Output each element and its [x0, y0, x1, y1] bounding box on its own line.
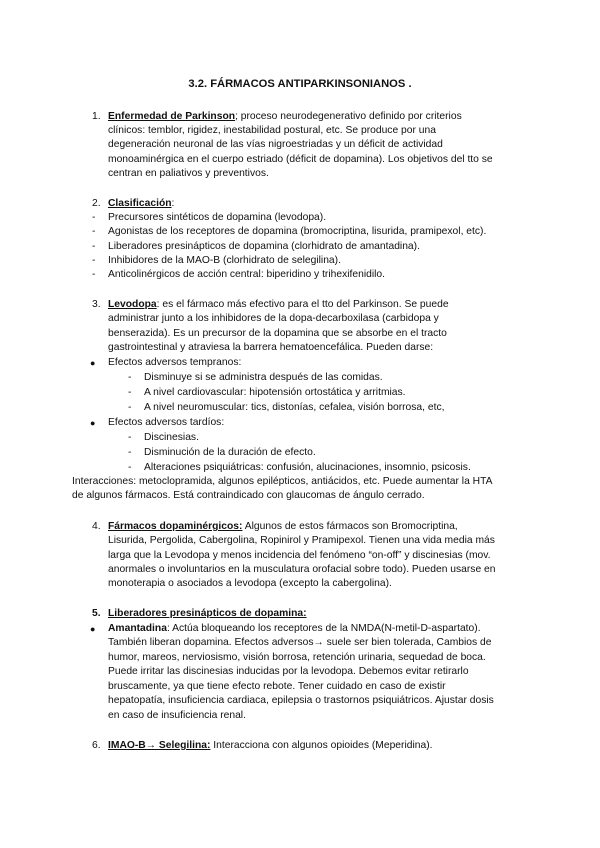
- s1-heading: Enfermedad de Parkinson: [108, 111, 236, 122]
- s6-text: Interacciona con algunos opioides (Meperidina).: [210, 740, 433, 751]
- item-number: 6.: [92, 740, 101, 751]
- s5-text: en caso de insuficiencia renal.: [108, 710, 246, 721]
- s2-heading: Clasificación: [108, 198, 172, 209]
- s5-text: humor, mareos, nerviosismo, visión borrosa, retención urinaria, sequedad de boca.: [108, 652, 486, 663]
- s3-text: benserazida). Es un precursor de la dopamina que se absorbe en el tracto: [108, 328, 447, 339]
- s5-text: bruscamente, ya que tiene efecto rebote. Tener cuidado en caso de existir: [108, 681, 446, 692]
- s4-text: Lisurida, Pergolida, Cabergolina, Ropinirol y Pramipexol. Tienen una vida media más: [108, 535, 495, 546]
- s3-interactions: Interacciones: metoclopramida, algunos epilépticos, antiácidos, etc. Puede aumentar la HTA: [72, 476, 493, 487]
- item-number: 2.: [92, 198, 101, 209]
- s3-first-line: [108, 299, 449, 311]
- list-item: Disminución de la duración de efecto.: [144, 447, 316, 458]
- item-number: 4.: [92, 521, 101, 532]
- dash-marker: -: [128, 462, 132, 473]
- dash-marker: -: [128, 372, 132, 383]
- dash-marker: -: [92, 241, 96, 252]
- s6-heading: IMAO-B→ Selegilina:: [108, 740, 211, 751]
- s3-heading: Levodopa: [108, 299, 157, 310]
- list-item: Discinesias.: [144, 432, 199, 443]
- s1-text: degeneración neuronal de las vías nigroestriadas y un déficit de actividad: [108, 139, 443, 150]
- s3-text: administrar junto a los inhibidores de la dopa-decarboxilasa (carbidopa y: [108, 313, 439, 324]
- s2-colon: :: [171, 198, 175, 209]
- list-item: Anticolinérgicos de acción central: biperidino y trihexifenidilo.: [108, 269, 386, 280]
- s4-text: monoterapia o asociados a levodopa (excepto la cabergolina).: [108, 578, 392, 589]
- s5-first-line: [108, 623, 481, 635]
- item-number: 5.: [92, 608, 101, 619]
- s5-text: También liberan dopamina. Efectos adversos→ suele ser bien tolerada, Cambios de: [108, 637, 492, 648]
- dash-marker: -: [128, 432, 132, 443]
- s5-heading-line: [108, 608, 307, 620]
- s4-text: larga que la Levodopa y menos incidencia del fenómeno “on-off” y discinesias (mov.: [108, 550, 491, 561]
- s3-interactions: de algunos fármacos. Está contraindicado con glaucomas de ángulo cerrado.: [72, 490, 425, 501]
- s5-drug-name: Amantadina: [108, 623, 167, 634]
- s1-text: clínicos: temblor, rigidez, inestabilidad postural, etc. Se produce por una: [108, 125, 436, 136]
- list-item: A nivel cardiovascular: hipotensión ortostática y arritmias.: [144, 387, 406, 398]
- s1-text: monoaminérgica en el cuerpo estriado (déficit de dopamina). Los objetivos del tto se: [108, 154, 493, 165]
- list-item: Precursores sintéticos de dopamina (levodopa).: [108, 212, 327, 223]
- s4-text: Algunos de estos fármacos son Bromocriptina,: [242, 521, 458, 532]
- s1-text: centran en paliativos y preventivos.: [108, 168, 269, 179]
- s5-heading: Liberadores presinápticos de dopamina:: [108, 608, 307, 619]
- list-item: Inhibidores de la MAO-B (clorhidrato de selegilina).: [108, 255, 341, 266]
- item-number: 3.: [92, 299, 101, 310]
- dash-marker: -: [128, 387, 132, 398]
- s3-early-label: Efectos adversos tempranos:: [108, 357, 242, 368]
- s5-text: hepatopatía, insuficiencia cardiaca, epilepsia o trastornos psiquiátricos. Ajustar dosis: [108, 695, 494, 706]
- page-title: 3.2. FÁRMACOS ANTIPARKINSONIANOS .: [188, 78, 412, 90]
- list-item: Agonistas de los receptores de dopamina (bromocriptina, lisurida, pramipexol, etc).: [108, 226, 487, 237]
- bullet-marker: ●: [90, 358, 96, 368]
- s3-late-label: Efectos adversos tardíos:: [108, 417, 225, 428]
- dash-marker: -: [128, 402, 132, 413]
- s2-heading-line: [108, 198, 174, 210]
- list-item: Liberadores presinápticos de dopamina (clorhidrato de amantadina).: [108, 241, 420, 252]
- s1-text: ; proceso neurodegenerativo definido por criterios: [235, 111, 462, 122]
- dash-marker: -: [92, 269, 96, 280]
- s5-text: : Actúa bloqueando los receptores de la NMDA(N-metil-D-aspartato).: [166, 623, 481, 634]
- item-number: 1.: [92, 111, 101, 122]
- s4-heading: Fármacos dopaminérgicos:: [108, 521, 243, 532]
- s3-text: : es el fármaco más efectivo para el tto del Parkinson. Se puede: [156, 299, 449, 310]
- s1-first-line: [108, 111, 462, 123]
- s5-text: Puede irritar las discinesias inducidas por la levodopa. Debemos evitar retirarlo: [108, 666, 469, 677]
- list-item: A nivel neuromuscular: tics, distonías, cefalea, visión borrosa, etc,: [144, 402, 445, 413]
- dash-marker: -: [92, 255, 96, 266]
- list-item: Disminuye si se administra después de las comidas.: [144, 372, 383, 383]
- s3-text: gastrointestinal y atraviesa la barrera hematoencefálica. Pueden darse:: [108, 342, 434, 353]
- dash-marker: -: [92, 226, 96, 237]
- s4-text: anormales o involuntarios en la musculatura orofacial sobre todo). Pueden usarse en: [108, 564, 496, 575]
- bullet-marker: ●: [90, 624, 96, 634]
- s4-first-line: [108, 521, 458, 533]
- dash-marker: -: [128, 447, 132, 458]
- dash-marker: -: [92, 212, 96, 223]
- s6-line: [108, 740, 433, 752]
- list-item: Alteraciones psiquiátricas: confusión, alucinaciones, insomnio, psicosis.: [144, 462, 471, 473]
- bullet-marker: ●: [90, 418, 96, 428]
